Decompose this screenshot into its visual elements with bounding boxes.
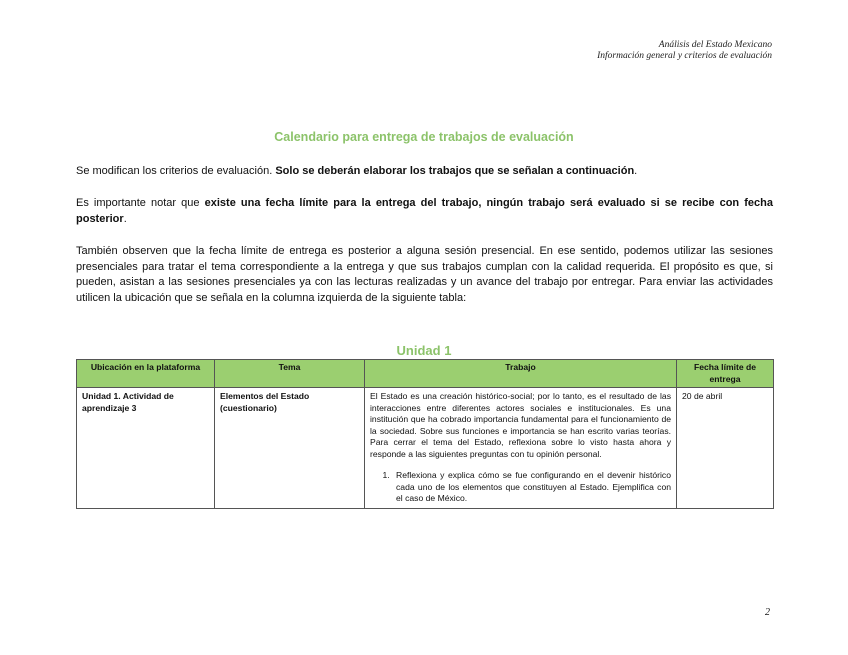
work-question-list	[370, 470, 671, 505]
paragraph-deadline-end: .	[123, 212, 127, 225]
page-header	[597, 40, 772, 62]
cell-topic: Elementos del Estado (cuestionario)	[215, 388, 365, 509]
paragraph-criteria-bold: Solo se deberán elaborar los trabajos que se señalan a continuación	[275, 165, 635, 177]
cell-work	[365, 388, 677, 509]
paragraph-deadline-bold: existe una fecha límite para la entrega del trabajo, ningún trabajo será evaluado si se recibe con fecha posterior	[76, 197, 773, 225]
evaluation-table	[76, 359, 774, 509]
header-topic: Tema	[215, 360, 365, 388]
paragraph-criteria-end: .	[634, 165, 638, 177]
work-question-1: 1. Reflexiona y explica cómo se fue configurando en el devenir histórico cada uno de los elementos que constituyen al Estado. Ejemplifica con el caso de México.	[392, 470, 671, 505]
paragraph-deadline-text: Es importante notar que	[76, 197, 205, 209]
cell-location: Unidad 1. Actividad de aprendizaje 3	[77, 388, 215, 509]
header-deadline: Fecha límite de entrega	[677, 360, 774, 388]
work-description: El Estado es una creación histórico-social; por lo tanto, es el resultado de las interacciones entre diferentes actores sociales e institucionales. Es una institución que ha cobrado importancia fundamental para el funcionamiento de la sociedad. Sobre sus funciones e importancia se han escrito varias teorías. Para cerrar el tema del Estado, reflexiona sobre lo visto hasta ahora y responde a las siguientes preguntas con tu opinión personal.	[370, 391, 671, 459]
header-location: Ubicación en la plataforma	[77, 360, 215, 388]
header-work: Trabajo	[365, 360, 677, 388]
unit-title: Unidad 1	[396, 343, 452, 358]
paragraph-criteria-text: Se modifican los criterios de evaluación.	[76, 165, 276, 177]
paragraph-criteria	[76, 164, 773, 180]
header-subtitle: Información general y criterios de evaluación	[597, 51, 772, 61]
table-header-row	[77, 360, 774, 388]
paragraph-sessions: También observen que la fecha límite de entrega es posterior a alguna sesión presencial. En ese sentido, podemos utilizar las sesiones presenciales para tratar el tema correspondiente a la entrega y que sus trabajos cumplan con la calidad requerida. El propósito es que, si pueden, asistan a las sesiones presenciales ya con las lecturas realizadas y un avance del trabajo por entregar. Para enviar las actividades utilicen la ubicación que se señala en la columna izquierda de la siguiente tabla:	[76, 245, 773, 304]
table-row	[77, 388, 774, 509]
page-title: Calendario para entrega de trabajos de evaluación	[274, 130, 574, 144]
cell-deadline: 20 de abril	[677, 388, 774, 509]
paragraph-deadline	[76, 196, 773, 227]
header-course-title: Análisis del Estado Mexicano	[658, 40, 772, 50]
page-number: 2	[765, 607, 770, 618]
